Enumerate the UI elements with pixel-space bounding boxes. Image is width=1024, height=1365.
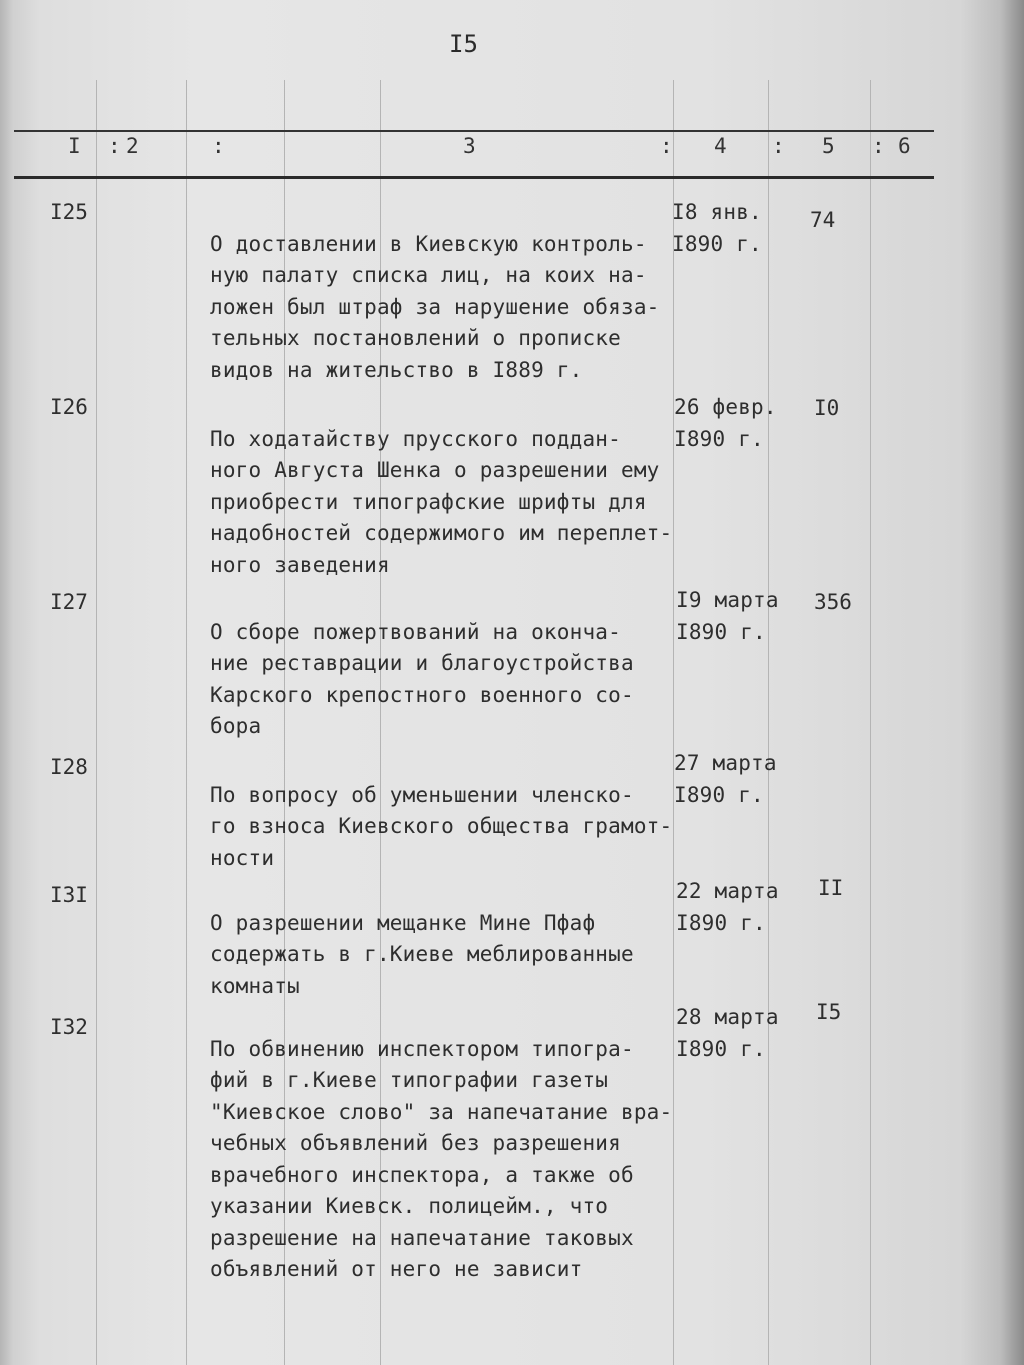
header-separator: :	[212, 134, 225, 158]
entry-line: чебных объявлений без разрешения	[210, 1131, 621, 1155]
entry-line: фий в г.Киеве типографии газеты	[210, 1068, 609, 1092]
entry-line: По обвинению инспектором типогра-	[210, 1036, 634, 1061]
entry-line: ного Августа Шенка о разрешении ему	[210, 458, 660, 482]
entry-date	[676, 585, 779, 648]
entry-description	[210, 585, 634, 743]
date-line: I890 г.	[676, 619, 766, 644]
header-col-6: 6	[898, 134, 911, 158]
entry-line: ние реставрации и благоустройства	[210, 651, 634, 675]
entry-line: объявлений от него не зависит	[210, 1257, 583, 1281]
entry-date	[676, 1002, 779, 1065]
header-col-4: 4	[714, 134, 727, 158]
entry-sheets: 356	[814, 590, 852, 614]
date-line: 28 марта	[676, 1005, 779, 1029]
date-line: I890 г.	[676, 910, 766, 935]
entry-sheets: 74	[810, 208, 836, 232]
date-line: I890 г.	[674, 426, 764, 451]
entry-description	[210, 748, 672, 874]
entry-line: ложен был штраф за нарушение обяза-	[210, 294, 660, 319]
entry-line: приобрести типографские шрифты для	[210, 489, 647, 514]
entry-line: врачебного инспектора, а также об	[210, 1162, 634, 1187]
entry-line: О доставлении в Киевскую контроль-	[210, 231, 647, 256]
entry-line: го взноса Киевского общества грамот-	[210, 814, 673, 838]
date-line: I9 марта	[676, 588, 779, 612]
header-col-3: 3	[463, 134, 476, 158]
entry-line: указании Киевск. полицейм., что	[210, 1194, 609, 1218]
entry-line: ную палату списка лиц, на коих на-	[210, 263, 647, 287]
header-separator: :	[660, 134, 673, 158]
entry-number: I32	[50, 1015, 88, 1039]
entry-description	[210, 392, 672, 581]
entry-line: О разрешении мещанке Мине Пфаф	[210, 910, 596, 935]
column-line	[768, 80, 769, 1365]
entry-date	[672, 197, 762, 260]
entry-description	[210, 1002, 672, 1286]
entry-line: О сборе пожертвований на оконча-	[210, 619, 621, 644]
entry-sheets: I0	[814, 396, 840, 420]
entry-line: тельных постановлений о прописке	[210, 326, 621, 350]
entry-description	[210, 876, 634, 1002]
column-line	[186, 80, 187, 1365]
entry-line: По вопросу об уменьшении членско-	[210, 782, 634, 807]
entry-number: I28	[50, 755, 88, 779]
entry-line: "Киевское слово" за напечатание вра-	[210, 1099, 673, 1124]
entry-line: комнаты	[210, 973, 300, 998]
binding-edge	[0, 0, 14, 1365]
column-line	[673, 80, 674, 1365]
entry-description	[210, 197, 660, 386]
entry-line: содержать в г.Киеве меблированные	[210, 942, 634, 966]
entry-line: видов на жительство в I889 г.	[210, 357, 583, 382]
date-line: 27 марта	[674, 751, 777, 775]
date-line: 26 февр.	[674, 395, 777, 419]
entry-number: I27	[50, 590, 88, 614]
entry-number: I3I	[50, 883, 88, 907]
entry-line: разрешение на напечатание таковых	[210, 1225, 634, 1250]
entry-date	[674, 392, 777, 455]
entry-line: По ходатайству прусского поддан-	[210, 426, 621, 451]
page-number: I5	[449, 30, 478, 58]
date-line: 22 марта	[676, 879, 779, 903]
date-line: I890 г.	[674, 782, 764, 807]
header-col-5: 5	[822, 134, 835, 158]
entry-date	[674, 748, 777, 811]
entry-sheets: I5	[816, 1000, 842, 1024]
header-separator: :	[772, 134, 785, 158]
entry-line: Карского крепостного военного со-	[210, 682, 634, 707]
date-line: I890 г.	[676, 1036, 766, 1061]
entry-number: I26	[50, 395, 88, 419]
date-line: I890 г.	[672, 231, 762, 256]
entry-number: I25	[50, 200, 88, 224]
entry-line: ного заведения	[210, 552, 390, 577]
entry-line: ности	[210, 845, 275, 870]
entry-date	[676, 876, 779, 939]
header-separator: :	[108, 134, 121, 158]
column-line	[96, 80, 97, 1365]
header-col-2: 2	[126, 134, 139, 158]
header-separator: :	[872, 134, 885, 158]
date-line: I8 янв.	[672, 200, 762, 224]
header-rule-bottom	[14, 176, 934, 179]
header-rule-top	[14, 130, 934, 132]
entry-sheets: II	[818, 876, 844, 900]
entry-line: бора	[210, 714, 262, 738]
entry-line: надобностей содержимого им переплет-	[210, 521, 673, 545]
column-line	[870, 80, 871, 1365]
header-col-1: I	[68, 134, 81, 158]
